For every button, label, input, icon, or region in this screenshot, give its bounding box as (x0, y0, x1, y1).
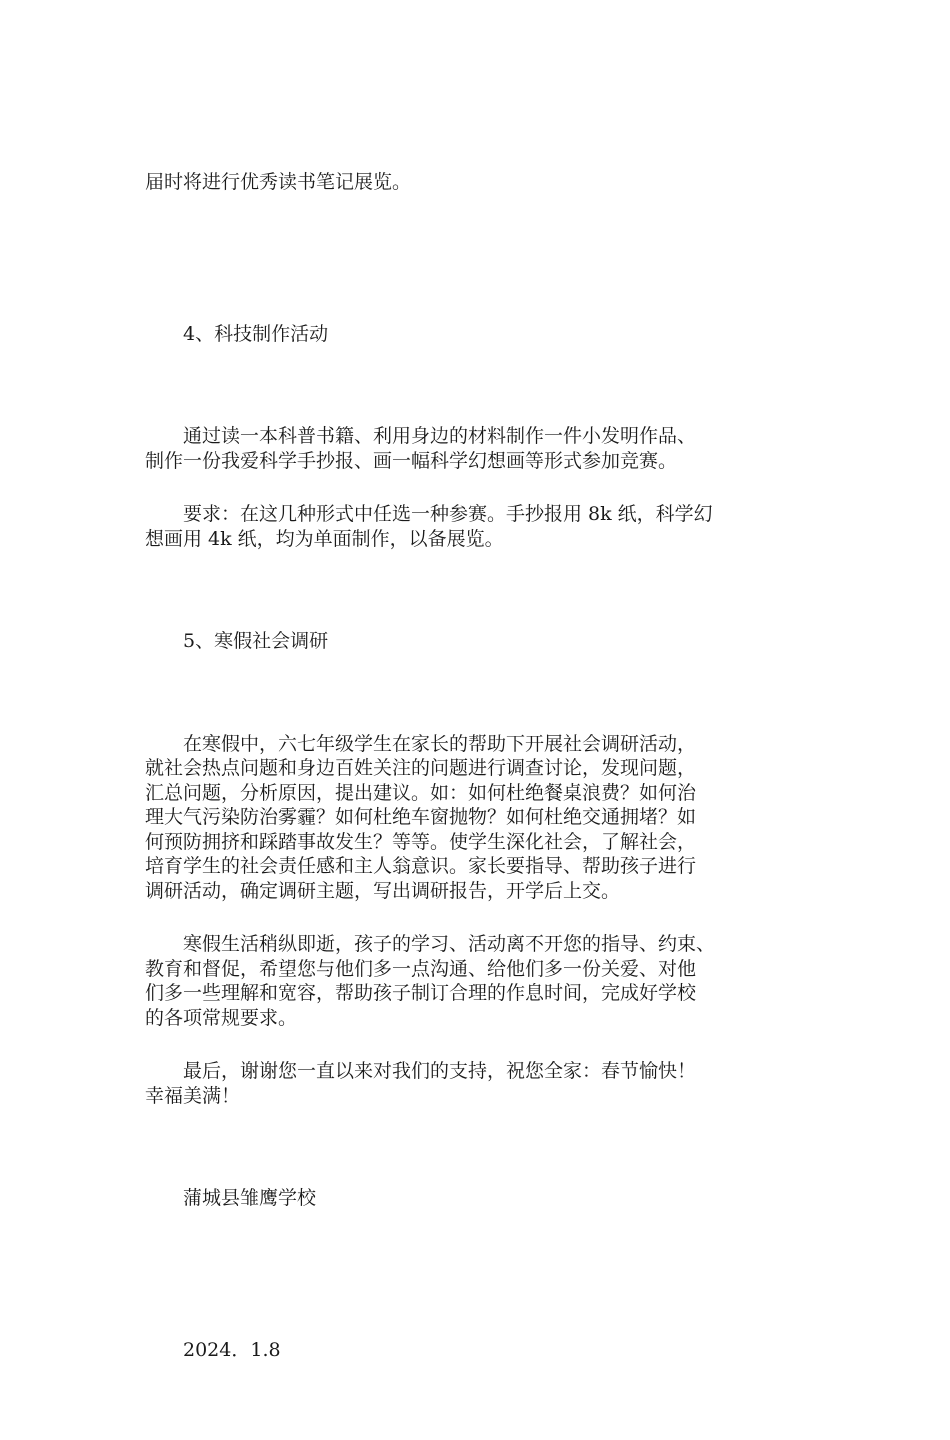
document-body (145, 121, 810, 1440)
paragraph-tech-making-requirements: 要求：在这几种形式中任选一种参赛。手抄报用 8k 纸，科学幻 想画用 4k 纸，均为单面制作，以备展览。 (145, 503, 713, 550)
signature-date: 2024．1.8 (183, 1338, 281, 1361)
paragraph-tech-making-description: 通过读一本科普书籍、利用身边的材料制作一件小发明作品、 制作一份我爱科学手抄报、画一幅科学幻想画等形式参加竞赛。 (145, 425, 697, 472)
signature-school-name: 蒲城县雏鹰学校 (183, 1187, 317, 1209)
heading-social-research: 5、寒假社会调研 (183, 630, 329, 652)
paragraph-parent-guidance: 寒假生活稍纵即逝，孩子的学习、活动离不开您的指导、约束、 教育和督促，希望您与他们多一点沟通、给他们多一份关爱、对他 们多一些理解和宽容，帮助孩子制订合理的作息时间，完成好学校 的各项常规要求。 (145, 933, 716, 1029)
paragraph-reading-notes-end: 届时将进行优秀读书笔记展览。 (145, 171, 412, 193)
paragraph-closing-wishes: 最后，谢谢您一直以来对我们的支持，祝您全家：春节愉快！ 幸福美满！ (145, 1060, 697, 1107)
heading-tech-making-activity: 4、科技制作活动 (183, 322, 329, 345)
paragraph-social-research-description: 在寒假中，六七年级学生在家长的帮助下开展社会调研活动， 就社会热点问题和身边百姓关注的问题进行调查讨论，发现问题， 汇总问题，分析原因，提出建议。如：如何杜绝餐桌浪费？如何治 理大气污染防治雾霾？如何杜绝车窗抛物？如何杜绝交通拥堵？如 何预防拥挤和踩踏事故发生？等等。使学生深化社会，了解社会， 培育学生的社会责任感和主人翁意识。家长要指导、帮助孩子进行 调研活动，确定调研主题，写出调研报告，开学后上交。 (145, 732, 697, 902)
